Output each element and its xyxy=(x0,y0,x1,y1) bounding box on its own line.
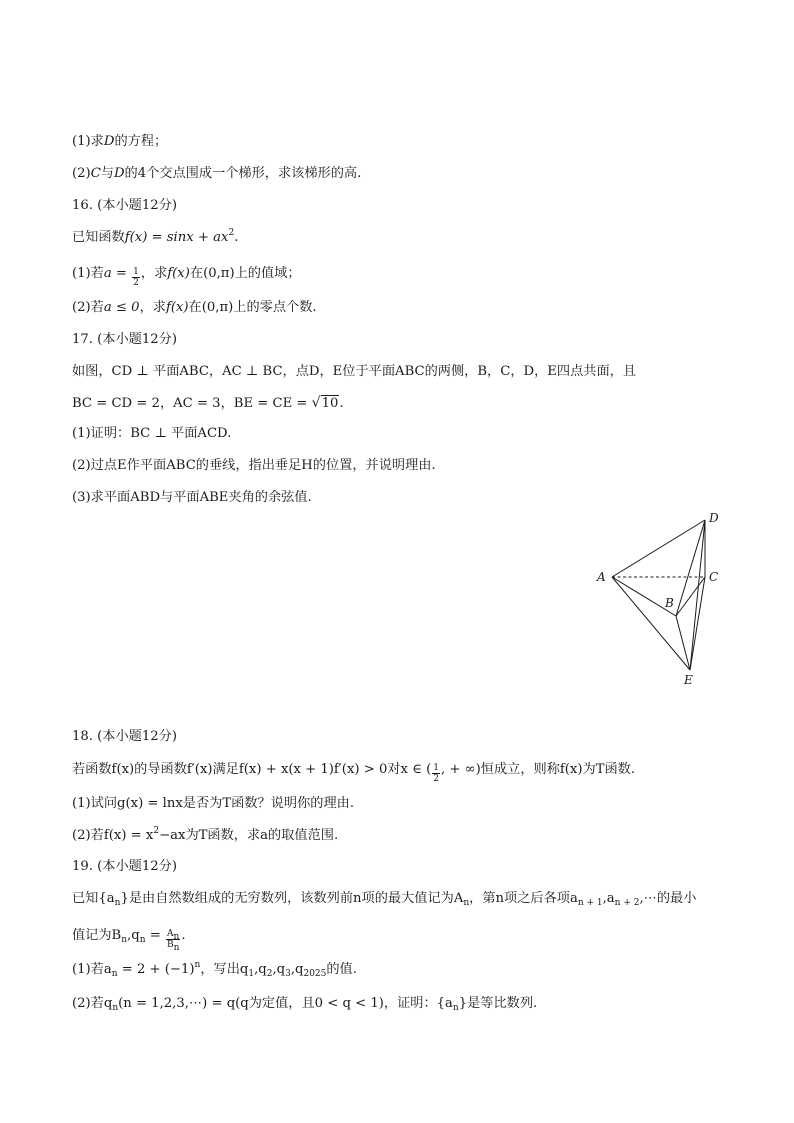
q19-frac-den-letter: B xyxy=(166,940,174,950)
q19-frac-num xyxy=(166,929,180,940)
q19-p1-s2: 2 xyxy=(266,969,273,979)
q19-s1-sub-n1: n + 1 xyxy=(577,898,603,908)
q18-stem-pre: 若函数f(x)的导函数f′(x)满足f(x) + x(x + 1)f′(x) > 0对x ∈ ( xyxy=(72,762,432,777)
q16-p2-rest: 上的零点个数. xyxy=(233,300,317,315)
q19-header: 19. (本小题12分) xyxy=(72,859,177,874)
q19-s2-eq: = xyxy=(145,928,165,943)
q16-part1 xyxy=(72,264,301,288)
q17-part1: (1)证明：BC ⊥ 平面ACD. xyxy=(72,426,232,441)
q18-stem xyxy=(72,760,635,784)
q17-header: 17. (本小题12分) xyxy=(72,332,177,347)
q18-p2-exp: 2 xyxy=(153,826,160,836)
q19-p2-pre: (2)若q xyxy=(72,996,113,1011)
q19-p1-s3: 3 xyxy=(285,969,291,979)
q16-stem-exp: 2 xyxy=(228,228,235,238)
q19-part1 xyxy=(72,960,357,980)
q19-p1-s4: 2025 xyxy=(303,969,327,979)
q18-frac-den: 2 xyxy=(433,774,440,784)
q19-s1-pre: 已知{a xyxy=(72,891,115,906)
q19-p1-pre: (1)若a xyxy=(72,962,112,977)
q17-stem2-pre: BC = CD = 2，AC = 3，BE = CE = xyxy=(72,396,312,411)
q19-s1-sub-n: n xyxy=(114,898,121,908)
q16-p2-interval: (0,π) xyxy=(201,300,234,315)
q19-s1-sub-n2: n xyxy=(463,898,470,908)
q15-p1-var: D xyxy=(103,134,115,149)
q18-header: 18. (本小题12分) xyxy=(72,729,177,744)
q16-p1-rest: 上的值域； xyxy=(234,266,301,281)
q16-p2-label: (2)若 xyxy=(72,300,104,315)
q19-p1-c3: ,q xyxy=(290,962,304,977)
q19-s1-sep: ,a xyxy=(602,891,615,906)
q19-p2-sub-n: n xyxy=(112,1003,119,1013)
label-B: B xyxy=(665,596,674,610)
q16-stem-fx: f(x) = sinx + ax xyxy=(124,230,229,245)
q19-s1-sub-n2b: n + 2 xyxy=(614,898,640,908)
q19-stem-line2 xyxy=(72,926,186,953)
q19-s2-post: . xyxy=(181,928,186,943)
q19-p1-post: 的值. xyxy=(326,962,357,977)
label-D: D xyxy=(709,511,719,525)
q15-p2-c: C xyxy=(90,166,101,181)
q18-stem-post: , + ∞)恒成立，则称f(x)为T函数. xyxy=(441,762,636,777)
q18-part1: (1)试问g(x) = lnx是否为T函数？说明你的理由. xyxy=(72,796,355,811)
q17-part2: (2)过点E作平面ABC的垂线，指出垂足H的位置，并说明理由. xyxy=(72,458,436,473)
q19-p2-sub-n2: n xyxy=(452,1003,459,1013)
q16-p2-mid: ，求 xyxy=(139,300,166,315)
q15-part1 xyxy=(72,132,167,152)
q19-s2-pre: 值记为B xyxy=(72,928,122,943)
q16-stem-pre: 已知函数 xyxy=(72,230,125,245)
q16-stem-post: . xyxy=(234,230,239,245)
q15-p2-label: (2) xyxy=(72,166,91,181)
q16-p2-in: 在 xyxy=(188,300,202,315)
q18-fraction xyxy=(432,763,440,784)
q19-p1-c2: ,q xyxy=(272,962,286,977)
q19-p1-mid: = 2 + (−1) xyxy=(117,962,195,977)
q19-stem-line1 xyxy=(72,889,696,909)
q19-s1-mid2: ，第n项之后各项a xyxy=(469,891,578,906)
q16-p1-label: (1)若 xyxy=(72,266,104,281)
q19-s1-mid: }是由自然数组成的无穷数列，该数列前n项的最大值记为A xyxy=(120,891,464,906)
q18-p2-post: −ax为T函数，求a的取值范围. xyxy=(159,828,339,843)
q16-p2-fx: f(x) xyxy=(165,300,189,315)
edge-DE xyxy=(690,520,705,670)
q17-stem2-post: . xyxy=(339,396,344,411)
q17-stem2-radicand: 10 xyxy=(321,396,339,411)
q15-p2-rest: 的4个交点围成一个梯形，求该梯形的高. xyxy=(124,166,362,181)
q19-s2-sub-n: n xyxy=(121,935,128,945)
q19-p1-c1: ,q xyxy=(254,962,267,977)
q15-p2-d: D xyxy=(113,166,125,181)
q18-frac-num: 1 xyxy=(433,763,440,773)
q19-part2 xyxy=(72,994,537,1014)
q18-part2 xyxy=(72,826,338,846)
tetrahedron-figure xyxy=(590,508,730,690)
q17-part3: (3)求平面ABD与平面ABE夹角的余弦值. xyxy=(72,490,312,505)
q16-p1-frac-den: 2 xyxy=(133,278,139,288)
q19-frac-den-sub: n xyxy=(173,943,180,953)
q16-p1-interval: (0,π) xyxy=(203,266,235,281)
q15-p2-mid: 与 xyxy=(100,166,114,181)
q19-s1-post: ,⋯的最小 xyxy=(639,891,697,906)
label-A: A xyxy=(597,570,606,584)
q19-p1-mid2: ，写出q xyxy=(200,962,249,977)
q16-p2-cond: a ≤ 0 xyxy=(103,300,140,315)
q19-frac-num-letter: A xyxy=(167,929,174,939)
edge-CB xyxy=(676,577,705,616)
q19-p1-exp: n xyxy=(194,960,201,970)
q19-p1-s1: 1 xyxy=(248,969,255,979)
q18-p2-pre: (2)若f(x) = x xyxy=(72,828,154,843)
label-C: C xyxy=(709,570,719,584)
q19-fraction xyxy=(166,929,180,953)
q16-header: 16. (本小题12分) xyxy=(72,198,177,213)
q16-p1-a: a = xyxy=(103,266,132,281)
q16-p1-fx: f(x) xyxy=(167,266,190,281)
q15-p1-rest: 的方程； xyxy=(114,134,168,149)
label-E: E xyxy=(684,673,693,687)
q19-s2-mid: ,q xyxy=(127,928,140,943)
q16-p1-frac-num: 1 xyxy=(133,267,139,277)
q16-p1-mid: ，求 xyxy=(140,266,168,281)
q19-p2-post: }是等比数列. xyxy=(458,996,538,1011)
q17-stem-line1: 如图，CD ⊥ 平面ABC，AC ⊥ BC，点D，E位于平面ABC的两侧，B，C，D，E四点共面，且 xyxy=(72,364,637,379)
q17-stem-line2 xyxy=(72,393,344,414)
q16-p1-in: 在 xyxy=(189,266,204,281)
q19-frac-num-sub: n xyxy=(173,932,180,942)
q15-part2 xyxy=(72,164,361,184)
q16-p1-fraction xyxy=(132,267,140,288)
q16-stem xyxy=(72,228,238,248)
q19-s2-sub-n2: n xyxy=(139,935,146,945)
q19-p2-mid: (n = 1,2,3,⋯) = q(q为定值，且0 < q < 1)，证明：{a xyxy=(118,996,453,1011)
q16-part2 xyxy=(72,298,317,318)
edge-AD xyxy=(612,520,705,577)
sqrt-symbol: √ xyxy=(311,395,321,411)
q19-p1-sub-n: n xyxy=(111,969,118,979)
q19-frac-den xyxy=(166,940,180,953)
q15-p1-label: (1)求 xyxy=(72,134,104,149)
